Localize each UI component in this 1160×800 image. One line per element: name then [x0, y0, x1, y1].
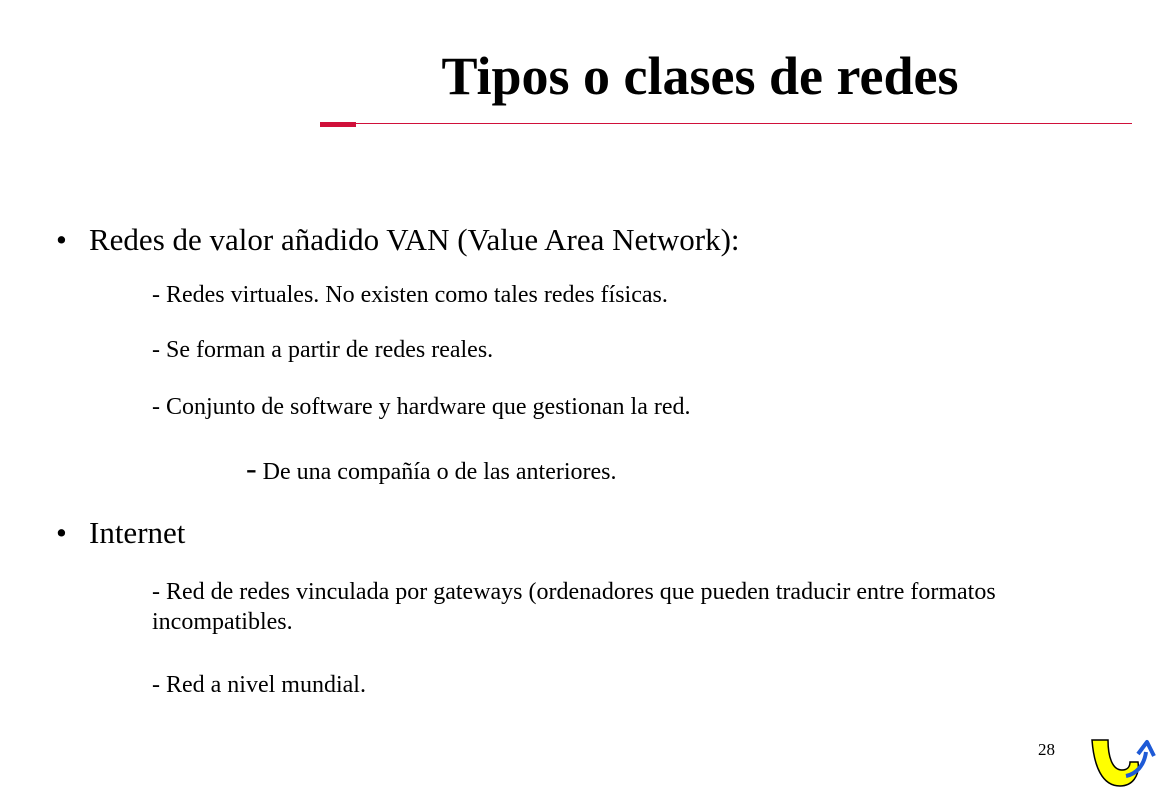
- bullet-heading: Redes de valor añadido VAN (Value Area Network):: [89, 222, 740, 257]
- bullet-heading: Internet: [89, 515, 186, 550]
- slide-title: Tipos o clases de redes: [441, 46, 959, 106]
- bullet-dot: •: [56, 222, 67, 257]
- sub-item: - Red a nivel mundial.: [152, 672, 366, 698]
- sub-item: - Redes virtuales. No existen como tales redes físicas.: [152, 282, 668, 308]
- title-underline: [356, 123, 1132, 124]
- bullet-van: [56, 222, 740, 258]
- title-accent-bar: [320, 122, 356, 127]
- sub-item: - Se forman a partir de redes reales.: [152, 337, 494, 363]
- sub-item: - Conjunto de software y hardware que gestionan la red.: [152, 394, 691, 420]
- page-number: 28: [1038, 740, 1055, 759]
- sub-item: - Red de redes vinculada por gateways (ordenadores que pueden traducir entre formatos incompatibles.: [152, 579, 996, 635]
- nested-dash: -: [246, 450, 257, 486]
- nested-sub-item: [246, 452, 617, 488]
- nested-text: De una compañía o de las anteriores.: [262, 459, 617, 485]
- bullet-dot: •: [56, 515, 67, 550]
- bullet-internet: [56, 515, 185, 551]
- return-arrow-icon[interactable]: [1086, 736, 1158, 788]
